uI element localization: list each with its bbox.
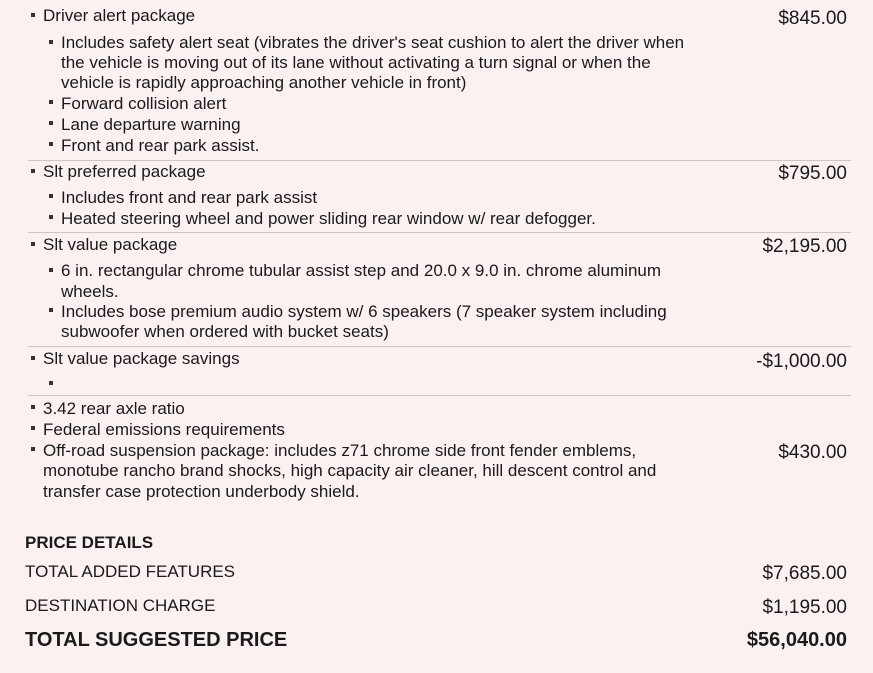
item-text: Front and rear park assist.	[61, 136, 260, 155]
item-text: Includes bose premium audio system w/ 6 speakers (7 speaker system including	[61, 302, 667, 321]
bullet-icon	[31, 13, 35, 17]
package-name: Slt value package	[43, 235, 178, 254]
item-text: vehicle is rapidly approaching another vehicle in front)	[61, 73, 467, 92]
feature-text: Federal emissions requirements	[43, 420, 285, 439]
bullet-icon	[49, 142, 53, 146]
feature-text: 3.42 rear axle ratio	[43, 399, 185, 418]
separator	[28, 232, 851, 233]
bullet-icon	[49, 268, 53, 272]
item-text: Includes safety alert seat (vibrates the driver's seat cushion to alert the driver when	[61, 33, 685, 52]
bullet-icon	[31, 356, 35, 360]
total-added-features-label: TOTAL ADDED FEATURES	[25, 562, 236, 581]
bullet-icon	[49, 121, 53, 125]
bullet-icon	[49, 215, 53, 219]
feature-text: monotube rancho brand shocks, high capacity air cleaner, hill descent control and	[43, 461, 657, 480]
feature-text: transfer case protection underbody shield.	[43, 482, 360, 501]
bullet-icon	[49, 381, 53, 385]
feature-text: Off-road suspension package: includes z71 chrome side front fender emblems,	[43, 441, 637, 460]
item-text: 6 in. rectangular chrome tubular assist step and 20.0 x 9.0 in. chrome aluminum	[61, 261, 662, 280]
total-suggested-price-label: TOTAL SUGGESTED PRICE	[25, 629, 288, 651]
package-price: $795.00	[778, 163, 847, 184]
item-text: wheels.	[61, 282, 119, 301]
separator	[28, 160, 851, 161]
bullet-icon	[31, 405, 35, 409]
item-text: subwoofer when ordered with bucket seats)	[61, 322, 389, 341]
package-price: $845.00	[778, 8, 847, 29]
total-added-features-value: $7,685.00	[762, 563, 847, 584]
bullet-icon	[31, 447, 35, 451]
item-text: Forward collision alert	[61, 94, 227, 113]
bullet-icon	[49, 308, 53, 312]
bullet-icon	[31, 169, 35, 173]
item-text: Heated steering wheel and power sliding rear window w/ rear defogger.	[61, 209, 596, 228]
separator	[28, 346, 851, 347]
price-details-heading: PRICE DETAILS	[25, 533, 154, 552]
package-price: -$1,000.00	[756, 351, 847, 372]
bullet-icon	[49, 194, 53, 198]
bullet-icon	[49, 40, 53, 44]
bullet-icon	[49, 100, 53, 104]
bullet-icon	[31, 426, 35, 430]
item-text: Lane departure warning	[61, 115, 241, 134]
destination-charge-value: $1,195.00	[762, 597, 847, 618]
package-name: Slt value package savings	[43, 349, 240, 368]
destination-charge-label: DESTINATION CHARGE	[25, 596, 216, 615]
item-text: Includes front and rear park assist	[61, 188, 318, 207]
package-price: $2,195.00	[762, 236, 847, 257]
bullet-icon	[31, 242, 35, 246]
separator	[28, 395, 851, 396]
feature-price: $430.00	[778, 442, 847, 463]
total-suggested-price-value: $56,040.00	[746, 629, 847, 651]
package-name: Driver alert package	[43, 6, 196, 25]
package-name: Slt preferred package	[43, 162, 206, 181]
item-text: the vehicle is moving out of its lane without activating a turn signal or when the	[61, 53, 651, 72]
